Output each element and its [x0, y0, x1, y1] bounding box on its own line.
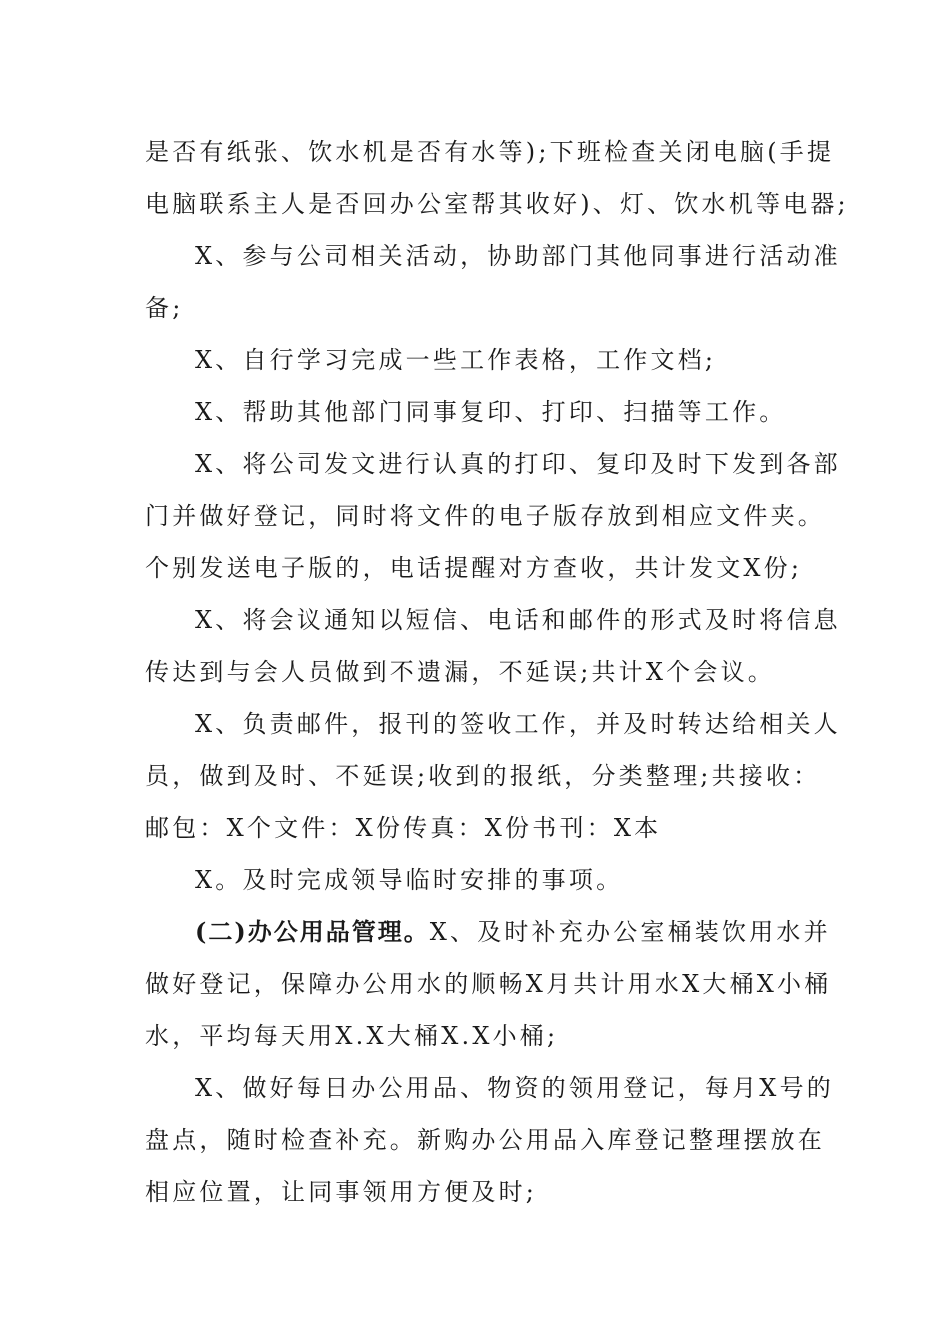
text-line: X、负责邮件，报刊的签收工作，并及时转达给相关人 — [195, 710, 841, 738]
text-line: X、及时补充办公室桶装饮用水并 — [429, 918, 831, 946]
text-line: X、参与公司相关活动，协助部门其他同事进行活动准 — [195, 242, 841, 270]
text-line: 做好登记，保障办公用水的顺畅X月共计用水X大桶X小桶 — [145, 970, 832, 998]
text-line: 邮包：X个文件：X份传真：X份书刊：X本 — [145, 814, 662, 842]
document-body — [145, 126, 849, 1218]
text-line: 水，平均每天用X.X大桶X.X小桶; — [145, 1022, 559, 1050]
text-line: 相应位置，让同事领用方便及时; — [145, 1178, 538, 1206]
text-line: 备; — [145, 294, 184, 322]
text-line: 是否有纸张、饮水机是否有水等);下班检查关闭电脑(手提 — [145, 138, 835, 166]
text-line: 盘点，随时检查补充。新购办公用品入库登记整理摆放在 — [145, 1126, 825, 1154]
text-line: X、将公司发文进行认真的打印、复印及时下发到各部 — [195, 450, 841, 478]
text-line: 门并做好登记，同时将文件的电子版存放到相应文件夹。 — [145, 502, 825, 530]
text-line: 传达到与会人员做到不遗漏，不延误;共计X个会议。 — [145, 658, 775, 686]
text-line: X、帮助其他部门同事复印、打印、扫描等工作。 — [195, 398, 787, 426]
text-line: X、做好每日办公用品、物资的领用登记，每月X号的 — [195, 1074, 834, 1102]
text-line: 电脑联系主人是否回办公室帮其收好)、灯、饮水机等电器; — [145, 190, 849, 218]
text-line: X、自行学习完成一些工作表格，工作文档; — [195, 346, 717, 374]
text-line: 个别发送电子版的，电话提醒对方查收，共计发文X份; — [145, 554, 803, 582]
text-line: 员，做到及时、不延误;收到的报纸，分类整理;共接收： — [145, 762, 821, 790]
text-line: X、将会议通知以短信、电话和邮件的形式及时将信息 — [195, 606, 841, 634]
section-heading-line — [145, 906, 831, 958]
section-heading: (二)办公用品管理。 — [195, 917, 430, 946]
text-line: X。及时完成领导临时安排的事项。 — [195, 866, 624, 894]
